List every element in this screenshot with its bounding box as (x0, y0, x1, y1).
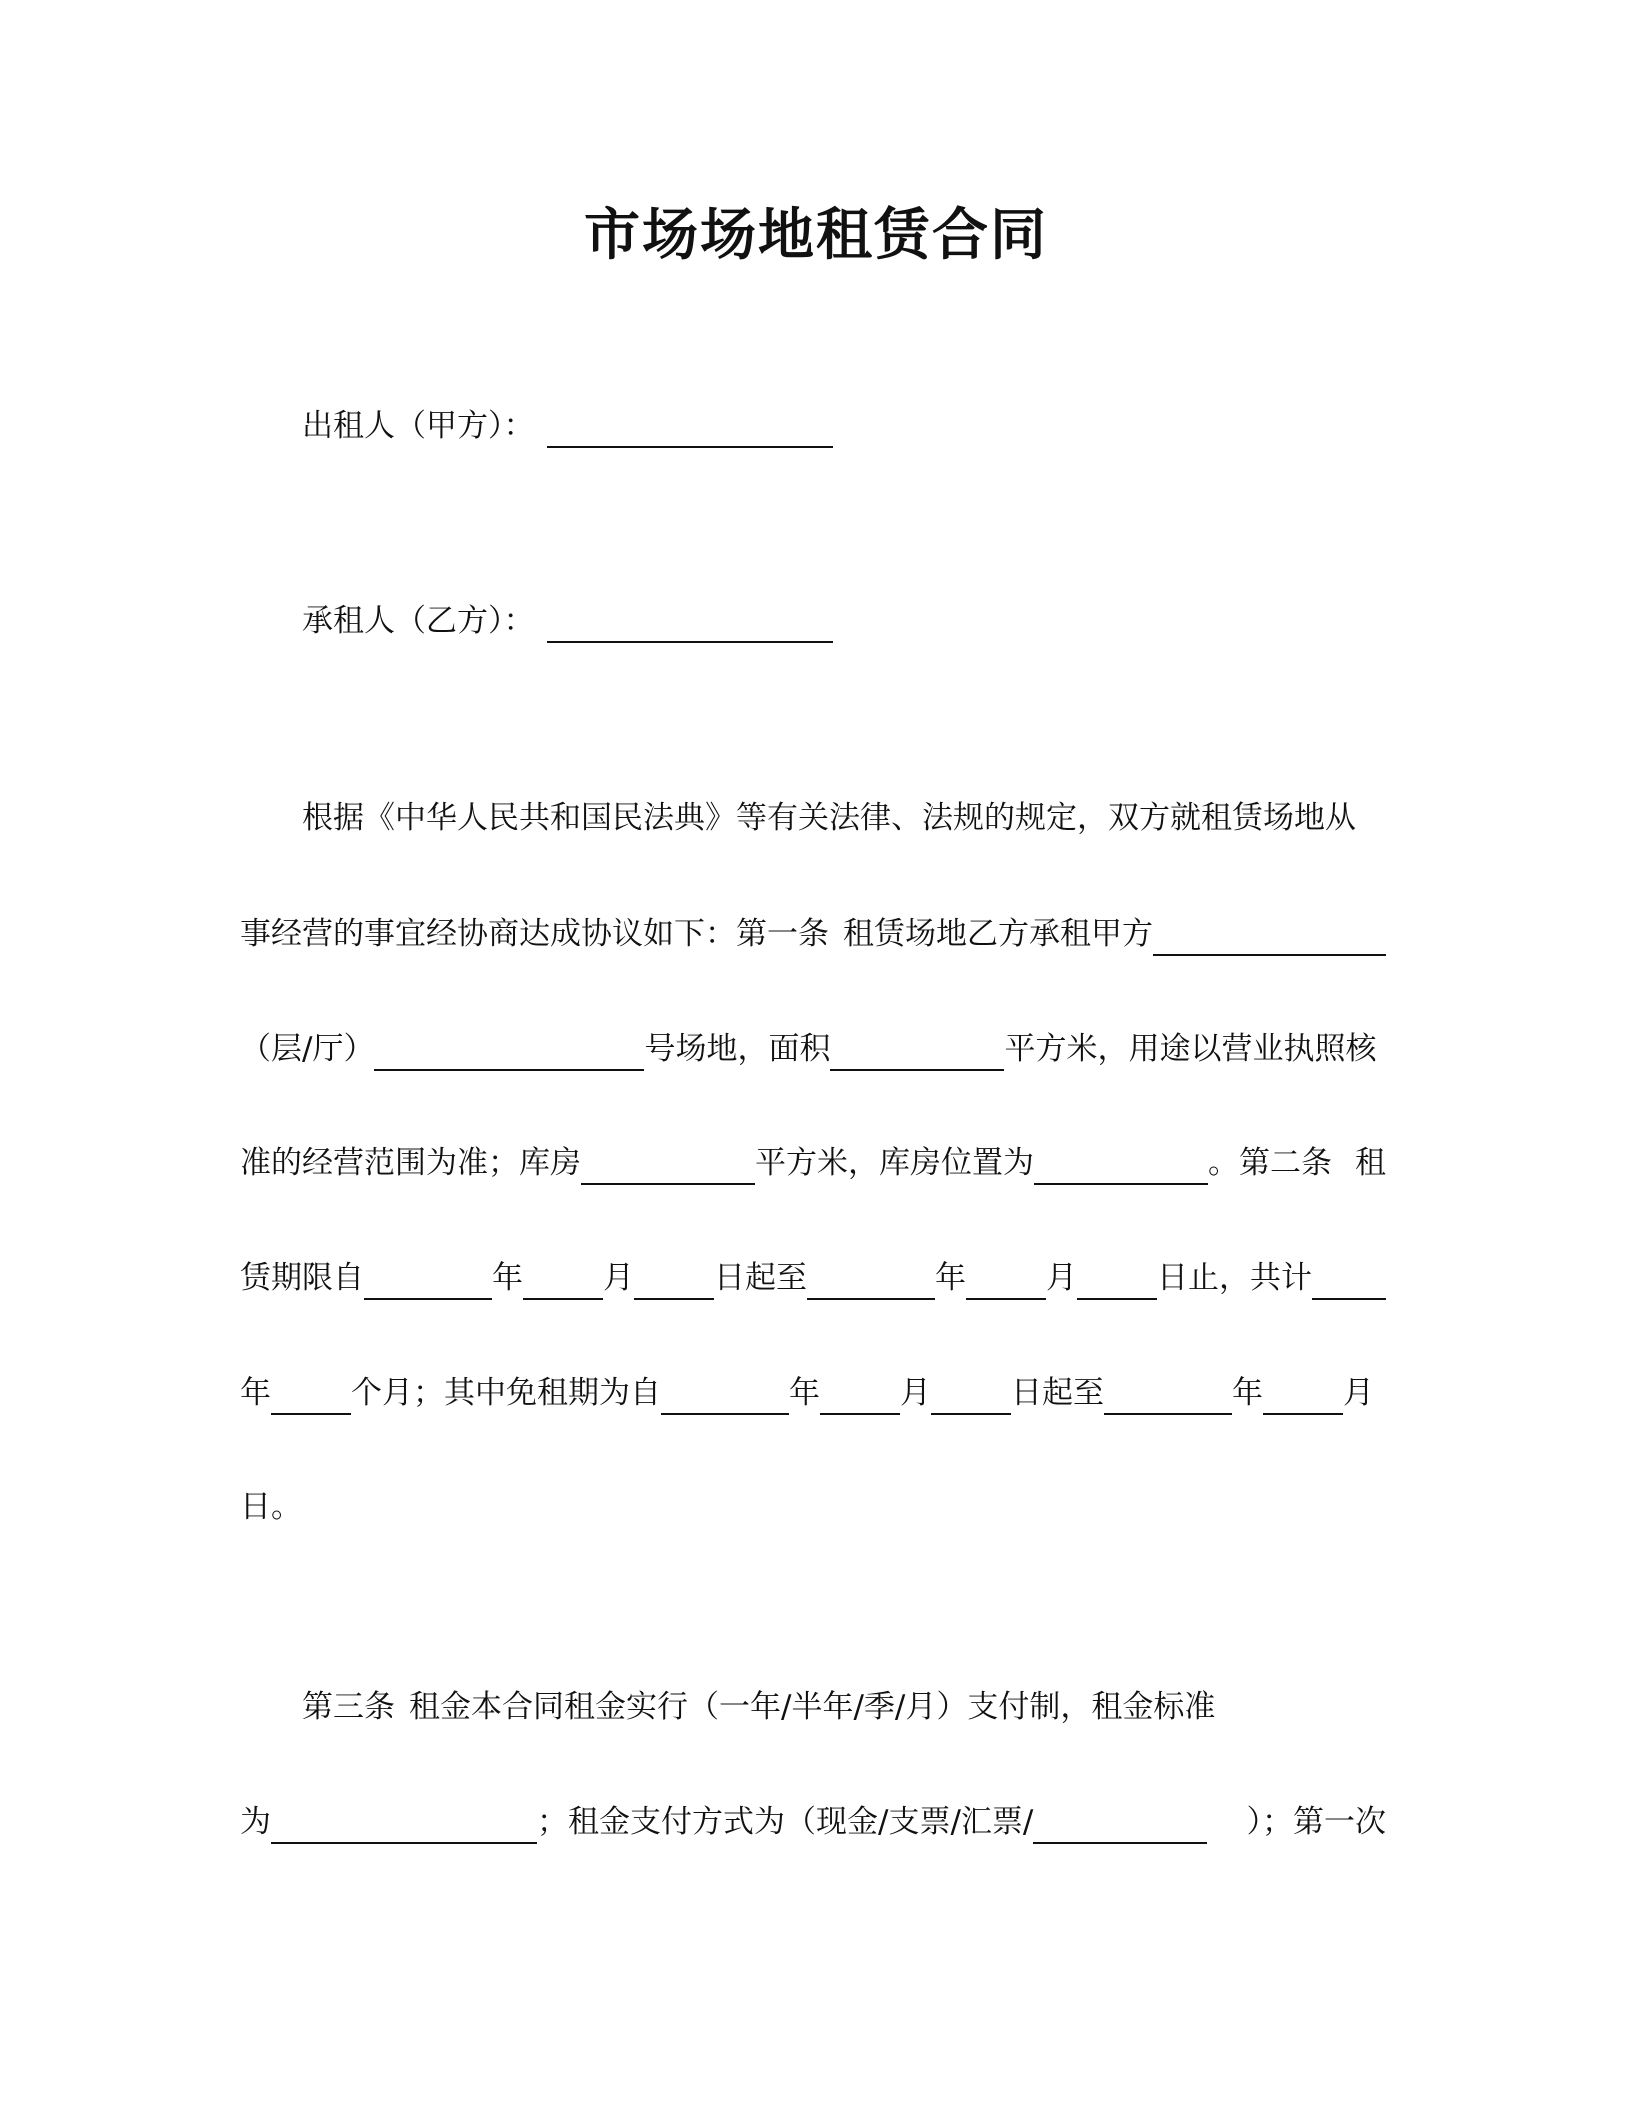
paragraph-text: 事经营的事宜经协商达成协议如下：第一条 (240, 916, 829, 952)
paragraph-text: 年 (789, 1375, 820, 1411)
paragraph-text: 年 (492, 1260, 523, 1296)
paragraph-line (240, 1800, 1386, 1844)
end-month-blank[interactable] (966, 1262, 1046, 1300)
paragraph-text: （层/厅） (240, 1031, 375, 1067)
floor-hall-blank[interactable] (1153, 918, 1386, 956)
total-years-blank[interactable] (1312, 1262, 1386, 1300)
end-year-blank[interactable] (807, 1262, 935, 1300)
paragraph-text: 月 (603, 1260, 634, 1296)
start-month-blank[interactable] (523, 1262, 603, 1300)
paragraph-text: 根据《中华人民共和国民法典》等有关法律、法规的规定，双方就租赁场地从 (302, 800, 1356, 836)
paragraph-text: 租 (1355, 1145, 1386, 1181)
paragraph-text: 年 (240, 1375, 271, 1411)
free-end-month-blank[interactable] (1263, 1377, 1343, 1415)
paragraph-text: 租金本合同租金实行（一年/半年/季/月）支付制，租金标准 (409, 1689, 1216, 1725)
paragraph-text: 个月；其中免租期为自 (351, 1375, 661, 1411)
paragraph-text: 。第二条 (1208, 1145, 1332, 1181)
paragraph-text: 年 (1232, 1375, 1263, 1411)
lessor-blank[interactable] (547, 410, 833, 448)
area-blank[interactable] (830, 1033, 1004, 1071)
warehouse-location-blank[interactable] (1034, 1147, 1208, 1185)
paragraph-text: 月 (1343, 1375, 1374, 1411)
paragraph-text: 赁期限自 (240, 1260, 364, 1296)
document-title: 市场场地租赁合同 (584, 203, 1048, 268)
lessee-line (302, 599, 833, 643)
free-start-day-blank[interactable] (931, 1377, 1011, 1415)
paragraph-text: 租赁场地乙方承租甲方 (843, 916, 1153, 952)
end-day-blank[interactable] (1077, 1262, 1157, 1300)
paragraph-line (302, 1685, 1386, 1729)
start-year-blank[interactable] (364, 1262, 492, 1300)
paragraph-text: 平方米，库房位置为 (755, 1145, 1034, 1181)
paragraph-text: 准的经营范围为准；库房 (240, 1145, 581, 1181)
payment-method-blank[interactable] (1033, 1806, 1207, 1844)
paragraph-text: ）；第一次 (1246, 1804, 1386, 1840)
paragraph-line (302, 796, 1386, 840)
free-end-year-blank[interactable] (1104, 1377, 1232, 1415)
site-number-blank[interactable] (374, 1033, 644, 1071)
lessee-label: 承租人（乙方）： (302, 603, 535, 639)
paragraph-text: 月 (900, 1375, 931, 1411)
total-months-blank[interactable] (271, 1377, 351, 1415)
paragraph-line (240, 912, 1386, 956)
paragraph-text: 月 (1046, 1260, 1077, 1296)
start-day-blank[interactable] (634, 1262, 714, 1300)
paragraph-text: 年 (935, 1260, 966, 1296)
paragraph-text: 为 (240, 1804, 271, 1840)
paragraph-text: 日。 (240, 1489, 302, 1525)
paragraph-line (240, 1027, 1386, 1071)
paragraph-text: 平方米，用途以营业执照核 (1004, 1031, 1377, 1067)
paragraph-line (240, 1256, 1386, 1300)
paragraph-text: 号场地，面积 (644, 1031, 831, 1067)
lessor-label: 出租人（甲方）： (302, 408, 535, 444)
rent-standard-blank[interactable] (271, 1806, 537, 1844)
paragraph-line (240, 1485, 1386, 1529)
paragraph-line (240, 1141, 1386, 1185)
lessee-blank[interactable] (547, 605, 833, 643)
paragraph-text: ；租金支付方式为（现金/支票/汇票/ (537, 1804, 1034, 1840)
free-start-year-blank[interactable] (661, 1377, 789, 1415)
paragraph-text: 日起至 (714, 1260, 807, 1296)
article-number: 第三条 (302, 1689, 395, 1725)
paragraph-line (240, 1371, 1386, 1415)
paragraph-text: 日止，共计 (1157, 1260, 1312, 1296)
warehouse-area-blank[interactable] (581, 1147, 755, 1185)
free-start-month-blank[interactable] (820, 1377, 900, 1415)
lessor-line (302, 404, 833, 448)
paragraph-text: 日起至 (1011, 1375, 1104, 1411)
